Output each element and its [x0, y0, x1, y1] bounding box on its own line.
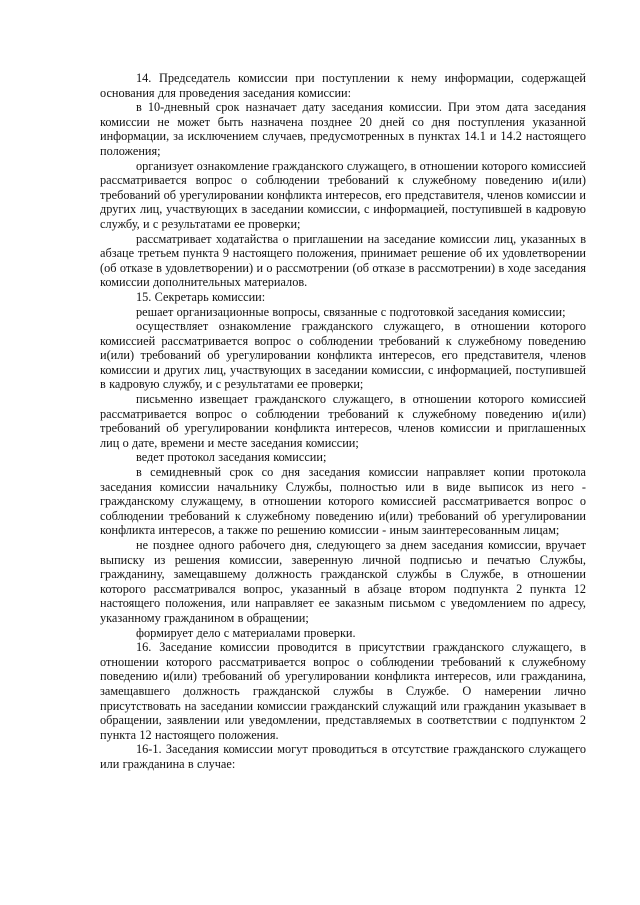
- paragraph-15-file: формирует дело с материалами проверки.: [136, 625, 356, 640]
- paragraph-15-familiarize: осуществляет ознакомление гражданского служащего, в отношении которого комиссией рассматривается вопрос о соблюдении требований к служебному поведению и(или) требований об урегулировании конфликта интересов, его представителя, членов комиссии и других лиц, участвующих в заседании комиссии, с информацией, поступившей в кадровую службу, и с результатами ее проверки;: [100, 319, 586, 392]
- paragraph-14-date: в 10-дневный срок назначает дату заседания комиссии. При этом дата заседания комиссии не может быть назначена позднее 20 дней со дня поступления указанной информации, за исключением случаев, предусмотренных в пунктах 14.1 и 14.2 настоящего положения;: [100, 100, 586, 158]
- paragraph-15-notify: письменно извещает гражданского служащего, в отношении которого комиссией рассматривается вопрос о соблюдении требований к служебному поведению и(или) требований об урегулировании конфликта интересов, членов комиссии и приглашенных лиц о дате, времени и месте заседания комиссии;: [100, 392, 586, 450]
- paragraph-15-extract: не позднее одного рабочего дня, следующего за днем заседания комиссии, вручает выписку из решения комиссии, заверенную личной подписью и печатью Службы, гражданину, замещавшему должность гражданской службы в Службе, в отношении которого рассматривался вопрос, указанный в абзаце втором подпункта 2 пункта 12 настоящего положения, или направляет ее заказным письмом с уведомлением по адресу, указанному гражданином в обращении;: [100, 538, 586, 625]
- paragraph-15-organizational: решает организационные вопросы, связанные с подготовкой заседания комиссии;: [136, 304, 566, 319]
- paragraph-14: 14. Председатель комиссии при поступлении к нему информации, содержащей основания для проведения заседания комиссии:: [100, 71, 586, 100]
- paragraph-15-copies: в семидневный срок со дня заседания комиссии направляет копии протокола заседания комиссии начальнику Службы, полностью или в виде выписок из него - гражданскому служащему, в отношении которого комиссией рассматривается вопрос о соблюдении требований к служебному поведению и(или) требований об урегулировании конфликта интересов, а также по решению комиссии - иным заинтересованным лицам;: [100, 465, 586, 538]
- paragraph-14-petitions: рассматривает ходатайства о приглашении на заседание комиссии лиц, указанных в абзаце третьем пункта 9 настоящего положения, принимает решение об их удовлетворении (об отказе в удовлетворении) и о рассмотрении (об отказе в рассмотрении) в ходе заседания комиссии дополнительных материалов.: [100, 231, 586, 290]
- paragraph-16-1: 16-1. Заседания комиссии могут проводиться в отсутствие гражданского служащего или гражданина в случае:: [100, 742, 586, 771]
- paragraph-15: 15. Секретарь комиссии:: [136, 289, 266, 304]
- paragraph-15-minutes: ведет протокол заседания комиссии;: [136, 450, 327, 465]
- paragraph-14-organize: организует ознакомление гражданского служащего, в отношении которого комиссией рассматривается вопрос о соблюдении требований к служебному поведению и(или) требований об урегулировании конфликта интересов, его представителя, членов комиссии и других лиц, участвующих в заседании комиссии, с информацией, поступившей в кадровую службу, и с результатами ее проверки;: [100, 158, 586, 231]
- paragraph-16: 16. Заседание комиссии проводится в присутствии гражданского служащего, в отношении которого рассматривается вопрос о соблюдении требований к служебному поведению и(или) требований об урегулировании конфликта интересов, или гражданина, замещавшего должность гражданской службы в Службе. О намерении лично присутствовать на заседании комиссии гражданский служащий или гражданин указывает в обращении, заявлении или уведомлении, представляемых в соответствии с подпунктом 2 пункта 12 настоящего положения.: [100, 640, 586, 742]
- document-page: [100, 71, 586, 772]
